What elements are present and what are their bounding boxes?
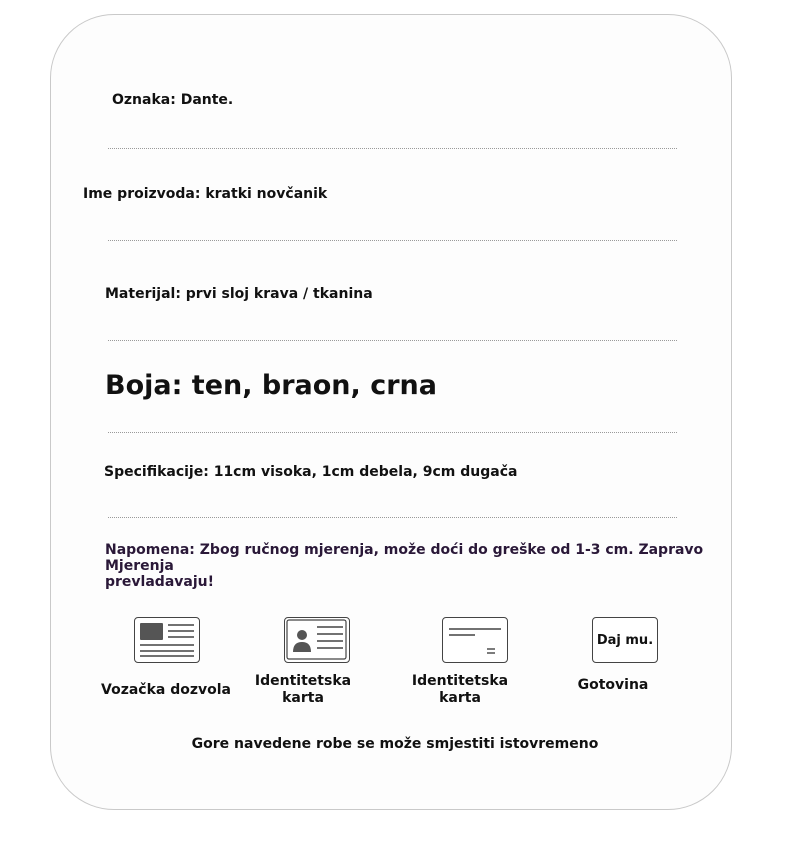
separator bbox=[108, 432, 677, 433]
separator bbox=[108, 517, 677, 518]
icon-label-cash: Gotovina bbox=[577, 677, 649, 693]
separator bbox=[108, 148, 677, 149]
brand-line: Oznaka: Dante. bbox=[112, 92, 234, 108]
icon-label-bank-card-line-2: karta bbox=[439, 690, 481, 706]
separator bbox=[108, 340, 677, 341]
id-card-icon bbox=[284, 617, 350, 663]
note-line-1: Napomena: Zbog ručnog mjerenja, može doći do greške od 1-3 cm. Zapravo Mjerenja bbox=[105, 542, 704, 574]
icon-label-id-card bbox=[243, 673, 363, 707]
icon-label-bank-card bbox=[400, 673, 520, 707]
bank-card-icon bbox=[442, 617, 508, 663]
icon-label-id-card-line-2: karta bbox=[282, 690, 324, 706]
specs-line: Specifikacije: 11cm visoka, 1cm debela, 9cm dugača bbox=[104, 464, 518, 480]
product-name-line: Ime proizvoda: kratki novčanik bbox=[83, 186, 328, 202]
icon-label-id-card-line-1: Identitetska bbox=[254, 673, 352, 689]
icon-label-bank-card-line-1: Identitetska bbox=[411, 673, 509, 689]
separator bbox=[108, 240, 677, 241]
icon-label-drivers-license: Vozačka dozvola bbox=[101, 682, 231, 698]
color-line: Boja: ten, braon, crna bbox=[105, 370, 437, 401]
cash-icon bbox=[592, 617, 658, 663]
note-line-2: prevladavaju! bbox=[105, 574, 214, 590]
cash-icon-text: Daj mu. bbox=[596, 632, 654, 648]
measurement-note bbox=[105, 542, 705, 590]
footer-text: Gore navedene robe se može smjestiti istovremeno bbox=[191, 736, 599, 752]
drivers-license-icon bbox=[134, 617, 200, 663]
material-line: Materijal: prvi sloj krava / tkanina bbox=[105, 286, 373, 302]
